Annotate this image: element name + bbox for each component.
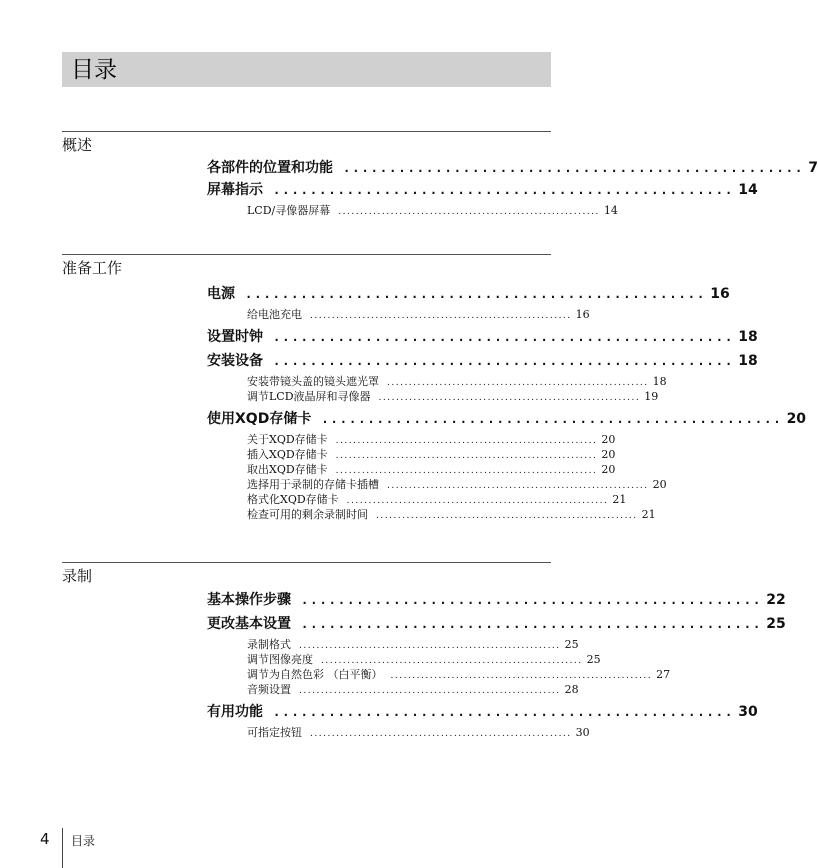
leader-dots: ............................................................ — [376, 511, 638, 521]
toc-subentry-label: 可指定按钮 — [247, 726, 302, 739]
toc-entry[interactable] — [207, 352, 758, 374]
leader-dots: ............................................................ — [310, 729, 572, 739]
leader-dots: .................................................. — [301, 593, 763, 607]
toc-subentry-page: 28 — [564, 683, 579, 696]
toc-entry[interactable] — [207, 703, 758, 725]
toc-entry-page: 30 — [738, 704, 758, 720]
leader-dots: .................................................. — [301, 617, 763, 631]
page-footer — [40, 828, 240, 868]
toc-subentry-page: 20 — [601, 433, 616, 446]
toc-subentry-label: 格式化XQD存储卡 — [247, 493, 339, 506]
toc-subentry-page: 21 — [641, 508, 656, 521]
toc-subentry[interactable] — [207, 447, 616, 462]
toc-entries — [207, 159, 818, 218]
toc-subentry-page: 25 — [586, 653, 601, 666]
leader-dots: ............................................................ — [378, 393, 641, 403]
toc-entry-label: 使用XQD存储卡 — [207, 411, 312, 427]
toc-subentry-page: 16 — [575, 308, 590, 321]
toc-section-preparation — [62, 254, 807, 521]
section-title: 录制 — [62, 567, 93, 585]
toc-entry[interactable] — [207, 159, 818, 181]
toc-entry-label: 屏幕指示 — [207, 182, 263, 198]
toc-entry-page: 7 — [808, 160, 818, 176]
toc-subentry-label: 调节LCD液晶屏和寻像器 — [247, 390, 371, 403]
toc-subentry[interactable] — [207, 492, 627, 507]
toc-subentry-label: 安装带镜头盖的镜头遮光罩 — [247, 375, 379, 388]
leader-dots: ............................................................ — [310, 311, 572, 321]
section-divider — [62, 131, 551, 132]
toc-subentry[interactable] — [207, 477, 667, 492]
toc-subentry[interactable] — [207, 652, 601, 667]
footer-title: 目录 — [71, 834, 96, 848]
toc-subentry-label: 录制格式 — [247, 638, 291, 651]
toc-subentry-page: 25 — [564, 638, 579, 651]
section-divider — [62, 254, 551, 255]
toc-subentry[interactable] — [207, 389, 659, 404]
section-title: 准备工作 — [62, 259, 123, 277]
toc-subentry-page: 14 — [603, 204, 618, 217]
toc-entry-label: 设置时钟 — [207, 329, 263, 345]
toc-entry[interactable] — [207, 328, 758, 350]
leader-dots: .................................................. — [343, 161, 805, 175]
leader-dots: ............................................................ — [346, 496, 609, 506]
toc-subentry-page: 19 — [644, 390, 659, 403]
toc-entry-page: 20 — [786, 411, 807, 427]
toc-subentry-label: 插入XQD存储卡 — [247, 448, 328, 461]
toc-entry-label: 安装设备 — [207, 353, 263, 369]
leader-dots: ............................................................ — [390, 671, 653, 681]
toc-entry[interactable] — [207, 181, 758, 203]
toc-subentry-label: LCD/寻像器屏幕 — [247, 204, 331, 217]
leader-dots: ............................................................ — [338, 207, 600, 217]
toc-entries — [207, 285, 807, 522]
toc-entry-page: 25 — [766, 616, 786, 632]
toc-entry[interactable] — [207, 410, 807, 432]
leader-dots: ............................................................ — [335, 466, 598, 476]
leader-dots: .................................................. — [321, 412, 783, 426]
leader-dots: ............................................................ — [321, 656, 583, 666]
toc-entry[interactable] — [207, 285, 730, 307]
leader-dots: .................................................. — [273, 354, 735, 368]
toc-entry-label: 有用功能 — [207, 704, 263, 720]
section-title: 概述 — [62, 136, 93, 154]
toc-subentry-page: 18 — [652, 375, 667, 388]
leader-dots: ............................................................ — [387, 481, 649, 491]
toc-subentry-page: 20 — [601, 463, 616, 476]
page-title: 目录 — [62, 52, 551, 87]
toc-entries — [207, 591, 786, 740]
toc-subentry[interactable] — [207, 462, 616, 477]
section-divider — [62, 562, 551, 563]
toc-entry-page: 18 — [738, 353, 758, 369]
leader-dots: ............................................................ — [299, 641, 561, 651]
toc-subentry-label: 选择用于录制的存储卡插槽 — [247, 478, 379, 491]
leader-dots: ............................................................ — [335, 451, 598, 461]
toc-subentry-page: 30 — [575, 726, 590, 739]
toc-subentry[interactable] — [207, 432, 616, 447]
toc-entry[interactable] — [207, 615, 786, 637]
toc-subentry-label: 音频设置 — [247, 683, 291, 696]
toc-subentry-label: 关于XQD存储卡 — [247, 433, 328, 446]
toc-subentry[interactable] — [207, 725, 590, 740]
page-number: 4 — [40, 830, 50, 848]
toc-entry[interactable] — [207, 591, 786, 613]
toc-subentry[interactable] — [207, 507, 656, 522]
toc-subentry-label: 给电池充电 — [247, 308, 302, 321]
toc-entry-page: 22 — [766, 592, 786, 608]
toc-subentry[interactable] — [207, 682, 579, 697]
toc-subentry-page: 21 — [612, 493, 627, 506]
leader-dots: .................................................. — [273, 705, 735, 719]
toc-subentry-label: 检查可用的剩余录制时间 — [247, 508, 368, 521]
toc-subentry-page: 27 — [656, 668, 671, 681]
leader-dots: ............................................................ — [335, 436, 598, 446]
toc-section-recording — [62, 562, 786, 739]
toc-subentry-label: 调节为自然色彩 （白平衡） — [247, 668, 383, 681]
leader-dots: .................................................. — [273, 183, 735, 197]
toc-entry-page: 14 — [738, 182, 758, 198]
toc-subentry[interactable] — [207, 374, 667, 389]
toc-entry-page: 18 — [738, 329, 758, 345]
toc-subentry-page: 20 — [652, 478, 667, 491]
toc-entry-label: 基本操作步骤 — [207, 592, 291, 608]
footer-divider — [62, 828, 63, 868]
toc-entry-label: 更改基本设置 — [207, 616, 291, 632]
leader-dots: .................................................. — [245, 287, 707, 301]
toc-subentry[interactable] — [207, 667, 671, 682]
toc-entry-label: 各部件的位置和功能 — [207, 160, 333, 176]
leader-dots: .................................................. — [273, 330, 735, 344]
toc-subentry-page: 20 — [601, 448, 616, 461]
toc-entry-page: 16 — [710, 286, 730, 302]
leader-dots: ............................................................ — [299, 686, 561, 696]
toc-entry-label: 电源 — [207, 286, 235, 302]
toc-subentry-label: 调节图像亮度 — [247, 653, 313, 666]
toc-subentry-label: 取出XQD存储卡 — [247, 463, 328, 476]
toc-subentry[interactable] — [207, 637, 579, 652]
toc-section-overview — [62, 131, 818, 217]
leader-dots: ............................................................ — [387, 378, 649, 388]
toc-subentry[interactable] — [207, 307, 590, 322]
toc-subentry[interactable] — [207, 203, 618, 218]
